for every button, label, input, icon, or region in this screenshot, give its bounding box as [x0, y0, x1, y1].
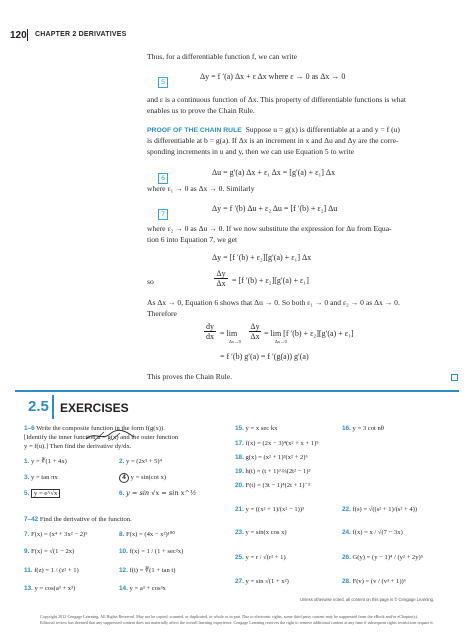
- limit-equals: = lim: [220, 329, 238, 338]
- exercise-range: 1–6: [24, 425, 35, 432]
- exercise-16: 16. y = 3 cot nθ: [342, 425, 384, 432]
- section-rule: [15, 390, 459, 392]
- handwritten-scribble: [84, 429, 136, 443]
- exercise-28: 28. F(v) = (v / (v³ + 1))⁶: [342, 578, 407, 585]
- limit-subscript: Δx→0: [275, 339, 287, 344]
- exercise-14: 14. y = a³ + cos³x: [119, 585, 166, 592]
- page-number: 120: [10, 30, 27, 41]
- equation-label-6: 6: [158, 167, 168, 185]
- circled-number: 4: [119, 473, 129, 483]
- fraction-denominator: Δx: [214, 278, 228, 288]
- boxed-expression: y = e^√x: [31, 489, 60, 498]
- exercise-20: 20. F(t) = (3t − 1)⁴(2t + 1)⁻³: [235, 482, 310, 489]
- fraction-denominator: dx: [206, 332, 214, 341]
- exercise-27: 27. y = sin √(1 + x²): [235, 578, 289, 585]
- exercise-8: 8. F(x) = (4x − x²)¹⁰⁰: [119, 531, 175, 538]
- paragraph: where ε₂ → 0 as Δu → 0. If we now substitute the expression for Δu from Equa-: [147, 224, 392, 233]
- paragraph: As Δx → 0, Equation 6 shows that Δu → 0. So both ε₁ → 0 and ε₂ → 0 as Δx → 0.: [147, 298, 400, 307]
- copyright-note: Unless otherwise noted, all content on this page is © Cengage Learning.: [300, 597, 435, 602]
- instruction-text: y = f(u).] Then find the derivative dy/dx.: [24, 443, 132, 450]
- section-title: EXERCISES: [60, 401, 129, 415]
- exercise-9: 9. F(x) = √(1 − 2x): [24, 548, 75, 555]
- limit-fraction: [249, 322, 261, 341]
- limit-subscript: Δx→0: [229, 339, 241, 344]
- instruction-text: [Identify the inner function u = g(x) and the outer function: [24, 434, 179, 441]
- section-number: 2.5: [28, 398, 49, 415]
- paragraph: is differentiable at b = g(a). If Δx is an increment in x and Δu and Δy are the corre-: [147, 136, 399, 145]
- exercise-17: 17. f(x) = (2x − 3)⁴(x² + x + 1)⁵: [235, 440, 319, 447]
- fraction-numerator: dy: [206, 322, 214, 331]
- fraction-numerator: Δy: [250, 322, 260, 331]
- copyright-line: Copyright 2012 Cengage Learning. All Rights Reserved. May not be copied, scanned, or duplicated, in whole or in part. Due to electronic rights, some third party content may be suppressed from the eBook and/or eChapter(s).: [40, 614, 418, 619]
- exercise-3: 3. y = tan πx: [24, 474, 58, 481]
- instruction-text: Write the composite function in the form f(g(x)).: [36, 425, 165, 432]
- paragraph: Therefore: [147, 309, 177, 318]
- equation-label-7: 7: [158, 203, 168, 221]
- handwritten-annotation: y = sin √x = sin x^½: [126, 489, 197, 497]
- equation-9-lhs: [214, 269, 228, 288]
- equation-label-5: 5: [158, 71, 168, 89]
- paragraph: sponding increments in u and y, then we can use Equation 5 to write: [147, 147, 355, 156]
- chapter-title: CHAPTER 2 DERIVATIVES: [35, 31, 127, 38]
- exercise-1: 1. y = ∛(1 + 4x): [24, 458, 67, 465]
- exercise-12: 12. f(t) = ∛(1 + tan t): [119, 567, 176, 574]
- fraction-denominator: Δx: [250, 332, 260, 341]
- exercise-10: 10. f(x) = 1 / (1 + sec²x): [119, 548, 184, 555]
- end-of-proof-icon: [451, 374, 458, 381]
- equation-9-rhs: = [f ′(b) + ε₂][g′(a) + ε₁]: [232, 276, 309, 285]
- exercise-26: 26. G(y) = (y − 1)⁴ / (y² + 2y)⁵: [342, 554, 424, 561]
- header-divider: [27, 29, 28, 41]
- equation-6: Δu = g′(a) Δx + ε₁ Δx = [g′(a) + ε₁] Δx: [212, 168, 336, 177]
- exercise-4: 4 y = sin(cot x): [119, 473, 166, 483]
- exercise-5: 5. y = e^√x: [24, 489, 60, 498]
- paragraph: and ε is a continuous function of Δx. This property of differentiable functions is what: [147, 95, 406, 104]
- paragraph-text: Suppose u = g(x) is differentiable at a and y = f (u): [245, 125, 400, 134]
- paragraph: enables us to prove the Chain Rule.: [147, 106, 255, 115]
- exercise-25: 25. y = r / √(r² + 1): [235, 554, 286, 561]
- exercise-23: 23. y = sin(x cos x): [235, 529, 287, 536]
- exercise-instructions: [24, 515, 132, 524]
- exercise-22: 22. f(s) = √((s² + 1)/(s² + 4)): [342, 506, 418, 513]
- exercise-24: 24. f(x) = x / √(7 − 3x): [342, 529, 403, 536]
- proof-heading: PROOF OF THE CHAIN RULE: [147, 127, 242, 134]
- fraction-numerator: Δy: [216, 269, 226, 278]
- exercise-15: 15. y = x sec kx: [235, 425, 278, 432]
- paragraph: [147, 125, 400, 137]
- exercise-21: 21. y = ((x² + 1)/(x² − 1))³: [235, 506, 305, 513]
- limit-rhs: = lim [f ′(b) + ε₂][g′(a) + ε₁]: [264, 329, 354, 338]
- paragraph: tion 6 into Equation 7, we get: [147, 235, 238, 244]
- section-divider: [52, 395, 54, 419]
- instruction-text: Find the derivative of the function.: [39, 516, 132, 523]
- exercise-19: 19. h(t) = (t + 1)^⅔(2t² − 1)³: [235, 468, 311, 475]
- exercise-6: 6. y = sin √x = sin x^½: [119, 489, 197, 497]
- word-so: so: [147, 277, 154, 286]
- exercise-13: 13. y = cos(a³ + x³): [24, 585, 76, 592]
- exercise-11: 11. f(z) = 1 / (z² + 1): [24, 567, 79, 574]
- paragraph: This proves the Chain Rule.: [147, 372, 232, 381]
- exercise-18: 18. g(x) = (x² + 1)³(x² + 2)⁶: [235, 454, 308, 461]
- equation-7: Δy = f ′(b) Δu + ε₂ Δu = [f ′(b) + ε₂] Δu: [212, 204, 338, 213]
- exercise-2: 2. y = (2x³ + 5)⁴: [119, 458, 162, 465]
- exercise-7: 7. F(x) = (x⁴ + 3x² − 2)⁵: [24, 531, 88, 538]
- copyright-line: Editorial review has deemed that any suppressed content does not materially affect the overall learning experience. Cengage Learning reserves the right to remove additional content at any time if subsequent rights restrictions require it.: [40, 620, 434, 625]
- paragraph: Thus, for a differentiable function f, we can write: [147, 52, 297, 61]
- limit-result: = f ′(b) g′(a) = f ′(g(a)) g′(a): [220, 352, 309, 361]
- equation-8: Δy = [f ′(b) + ε₂][g′(a) + ε₁] Δx: [212, 253, 312, 262]
- equation-5: Δy = f ′(a) Δx + ε Δx where ε → 0 as Δx → 0: [200, 72, 346, 81]
- exercise-range: 7–42: [24, 516, 39, 523]
- paragraph: where ε₁ → 0 as Δx → 0. Similarly: [147, 184, 255, 193]
- derivative-dy-dx: [204, 322, 216, 341]
